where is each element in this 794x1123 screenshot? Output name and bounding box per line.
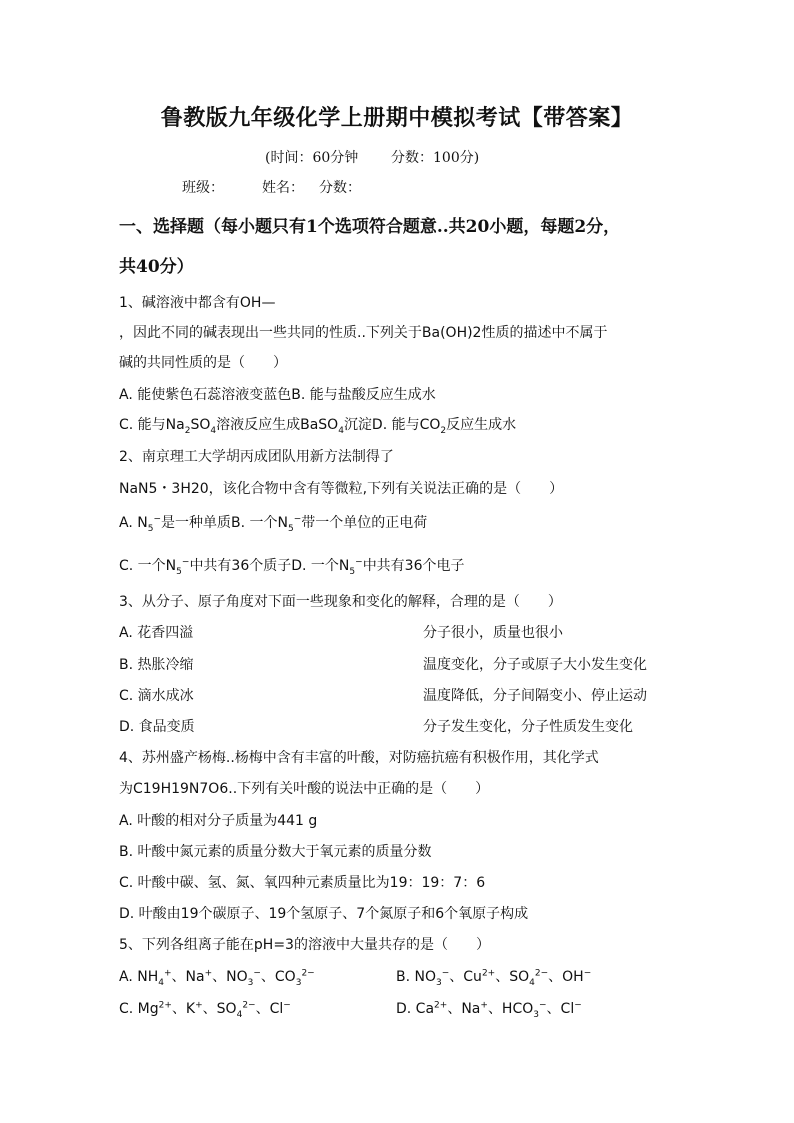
q2-options-ab: A. $N_5^-$是一种单质B. 一个$N_5^-$带一个单位的正电荷 [119,514,428,534]
q3-stem: 3、从分子、原子角度对下面一些现象和变化的解释，合理的是（ ） [119,594,562,610]
section-heading-cont: 共40分） [119,257,194,277]
q3-option-d: D. 食品变质 分子发生变化，分子性质发生变化 [119,719,633,735]
q4-stem: 4、苏州盛产杨梅..杨梅中含有丰富的叶酸，对防癌抗癌有积极作用，其化学式 [119,750,599,766]
q4-stem-cont: 为C19H19N7O6..下列有关叶酸的说法中正确的是（ ） [119,781,490,797]
exam-time: (时间：60分钟 [265,150,359,166]
class-field-label: 班级： [182,180,224,196]
q2-stem-cont: NaN5・3H20，该化合物中含有等微粒,下列有关说法正确的是（ ） [119,481,564,497]
q1-stem-cont: 碱的共同性质的是（ ） [119,355,287,371]
q1-options-ab: A. 能使紫色石蕊溶液变蓝色B. 能与盐酸反应生成水 [119,387,436,403]
q5-option-d: D. $Ca^{2+}$、Na+、$HCO_3^-$、Cl− [396,1000,582,1020]
q5-stem: 5、下列各组离子能在pH=3的溶液中大量共存的是（ ） [119,937,490,953]
q3-option-b: B. 热胀冷缩 温度变化，分子或原子大小发生变化 [119,657,647,673]
q1-stem: 1、碱溶液中都含有OH— [119,295,276,311]
section-heading: 一、选择题（每小题只有1个选项符合题意..共20小题，每题2分， [119,217,621,237]
q2-stem: 2、南京理工大学胡丙成团队用新方法制得了 [119,449,394,465]
q5-option-b: B. $NO_3^-$、$Cu^{2+}$、$SO_4^{2-}$、OH− [396,968,592,988]
q1-stem-cont: ，因此不同的碱表现出一些共同的性质..下列关于Ba(OH)2性质的描述中不属于 [119,325,608,341]
q3-option-a: A. 花香四溢 分子很小，质量也很小 [119,625,563,641]
q2-options-cd: C. 一个$N_5^-$中共有36个质子D. 一个$N_5^-$中共有36个电子 [119,557,465,577]
q5-option-c: C. $Mg^{2+}$、K+、$SO_4^{2-}$、Cl− [119,1000,291,1020]
exam-score: 分数：100分) [391,150,480,166]
score-field-label: 分数： [319,180,361,196]
q4-option-a: A. 叶酸的相对分子质量为441 g [119,813,318,829]
q1-options-cd: C. 能与$Na_2SO_4$溶液反应生成BaSO$_4$沉淀D. 能与$CO_2$反应生成水 [119,417,517,436]
q3-option-c: C. 滴水成冰 温度降低，分子间隔变小、停止运动 [119,688,647,704]
page-title: 鲁教版九年级化学上册期中模拟考试【带答案】 [160,105,634,131]
q4-option-d: D. 叶酸由19个碳原子、19个氢原子、7个氮原子和6个氧原子构成 [119,906,529,922]
q4-option-b: B. 叶酸中氮元素的质量分数大于氧元素的质量分数 [119,844,432,860]
q4-option-c: C. 叶酸中碳、氢、氮、氧四种元素质量比为19：19：7：6 [119,875,486,891]
q5-option-a: A. $NH_4^+$、Na+、$NO_3^-$、$CO_3^{2-}$ [119,968,315,988]
name-field-label: 姓名： [262,180,304,196]
